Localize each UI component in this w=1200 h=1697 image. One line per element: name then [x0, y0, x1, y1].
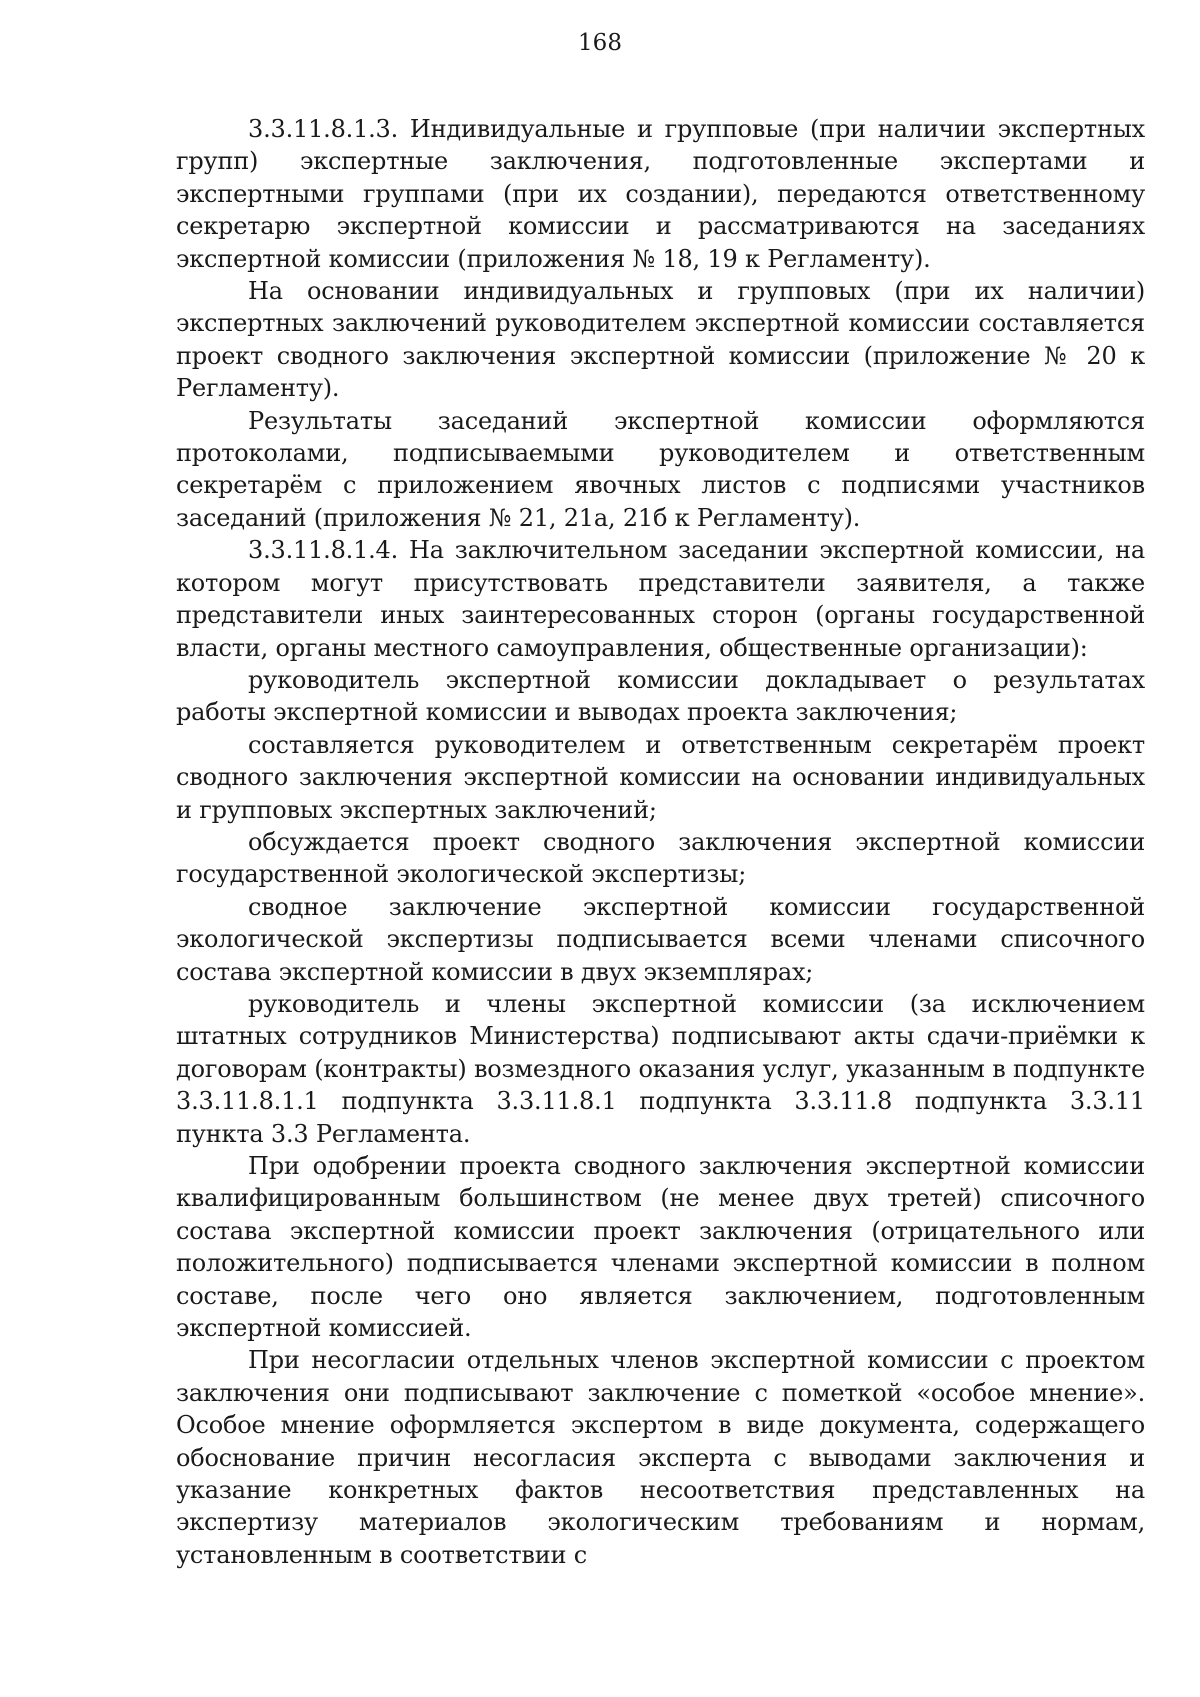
paragraph-summary-draft: На основании индивидуальных и групповых (при их наличии) экспертных заключений руководителем экспертной комиссии составляется проект сводного заключения экспертной комиссии (приложение № 20 к Регламенту). [176, 277, 1145, 403]
list-item-acceptance-acts: руководитель и члены экспертной комиссии (за исключением штатных сотрудников Министерства) подписывают акты сдачи-приёмки к договорам (контракты) возмездного оказания услуг, указанным в подпункте 3.3.11.8.1.1 подпункта 3.3.11.8.1 подпункта 3.3.11.8 подпункта 3.3.11 пункта 3.3 Регламента. [176, 989, 1145, 1148]
paragraph-3-3-11-8-1-4: 3.3.11.8.1.4. На заключительном заседании экспертной комиссии, на котором могут присутствовать представители заявителя, а также представители иных заинтересованных сторон (органы государственной власти, органы местного самоуправления, общественные организации): [176, 536, 1145, 662]
page-number: 168 [578, 30, 622, 56]
list-item-draft-composed: составляется руководителем и ответственным секретарём проект сводного заключения экспертной комиссии на основании индивидуальных и групповых экспертных заключений; [176, 730, 1145, 824]
list-item-report: руководитель экспертной комиссии докладывает о результатах работы экспертной комиссии и выводах проекта заключения; [176, 665, 1145, 727]
paragraph-dissent: При несогласии отдельных членов экспертной комиссии с проектом заключения они подписывают заключение с пометкой «особое мнение». Особое мнение оформляется экспертом в виде документа, содержащего обоснование причин несогласия эксперта с выводами заключения и указание конкретных фактов несоответствия представленных на экспертизу материалов экологическим требованиям и нормам, установленным в соответствии с [176, 1346, 1145, 1569]
paragraph-approval: При одобрении проекта сводного заключения экспертной комиссии квалифицированным большинством (не менее двух третей) списочного состава экспертной комиссии проект заключения (отрицательного или положительного) подписывается членами экспертной комиссии в полном составе, после чего оно является заключением, подготовленным экспертной комиссией. [176, 1152, 1145, 1343]
paragraph-meeting-results: Результаты заседаний экспертной комиссии оформляются протоколами, подписываемыми руководителем и ответственным секретарём с приложением явочных листов с подписями участников заседаний (приложения № 21, 21а, 21б к Регламенту). [176, 406, 1145, 532]
document-body [176, 113, 1145, 1571]
paragraph-3-3-11-8-1-3: 3.3.11.8.1.3. Индивидуальные и групповые (при наличии экспертных групп) экспертные заключения, подготовленные экспертами и экспертными группами (при их создании), передаются ответственному секретарю экспертной комиссии и рассматриваются на заседаниях экспертной комиссии (приложения № 18, 19 к Регламенту). [176, 115, 1145, 273]
list-item-discussion: обсуждается проект сводного заключения экспертной комиссии государственной экологической экспертизы; [176, 827, 1145, 889]
list-item-signing: сводное заключение экспертной комиссии государственной экологической экспертизы подписывается всеми членами списочного состава экспертной комиссии в двух экземплярах; [176, 892, 1145, 986]
